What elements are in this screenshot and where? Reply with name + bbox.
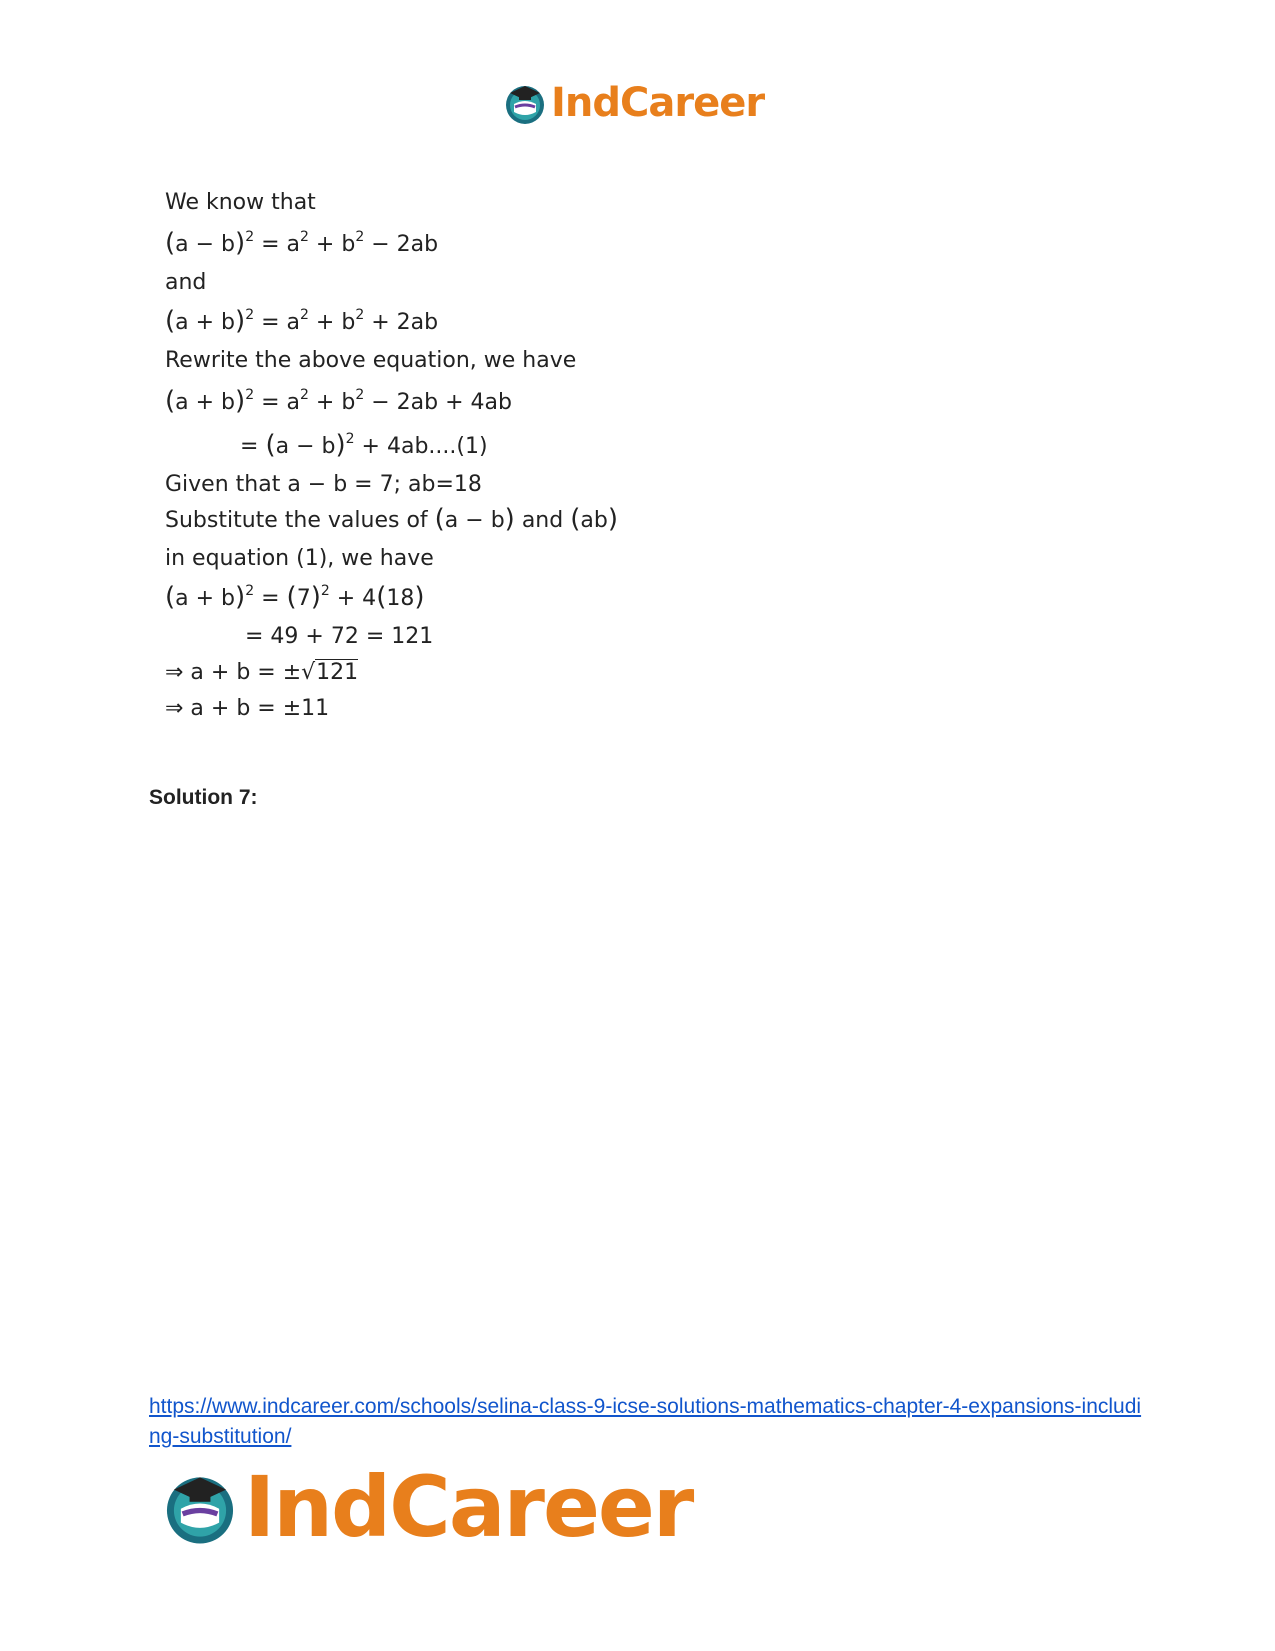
math-line-6: $(a + b)^2 = a^2 + b^2 - 2ab + 4ab$ — [165, 386, 512, 416]
logo-wordmark: IndCareer — [551, 80, 765, 126]
graduation-cap-icon — [160, 1467, 240, 1547]
math-line-12: = 49 + 72 = 121 — [245, 624, 434, 649]
math-line-13: ⇒ a + b = ±√121 — [165, 660, 359, 685]
logo-wordmark: IndCareer — [244, 1458, 693, 1556]
math-line-2: $(a - b)^2 = a^2 + b^2 - 2ab$ — [165, 228, 439, 258]
math-line-10: in equation (1), we have — [165, 546, 434, 571]
math-line-1: We know that — [165, 190, 316, 215]
math-line-5: Rewrite the above equation, we have — [165, 348, 577, 373]
math-line-4: $(a + b)^2 = a^2 + b^2 + 2ab$ — [165, 306, 439, 336]
footer-logo — [160, 1458, 693, 1556]
math-line-11: $(a + b)^2 = (7)^2 + 4(18)$ — [165, 582, 425, 612]
math-line-7: = $(a - b)^2 + 4ab....(1)$ — [240, 430, 488, 460]
graduation-cap-icon — [502, 80, 548, 126]
source-link[interactable]: https://www.indcareer.com/schools/selina-class-9-icse-solutions-mathematics-chapter-4-expansions-including-substitution/ — [149, 1395, 1142, 1448]
math-line-8: Given that a − b = 7; ab=18 — [165, 472, 482, 497]
solution-heading: Solution 7: — [149, 786, 258, 809]
math-line-9: Substitute the values of (a − b) and (ab) — [165, 504, 618, 534]
math-line-14: ⇒ a + b = ±11 — [165, 696, 330, 721]
header-logo — [502, 78, 764, 128]
math-line-3: and — [165, 270, 207, 295]
